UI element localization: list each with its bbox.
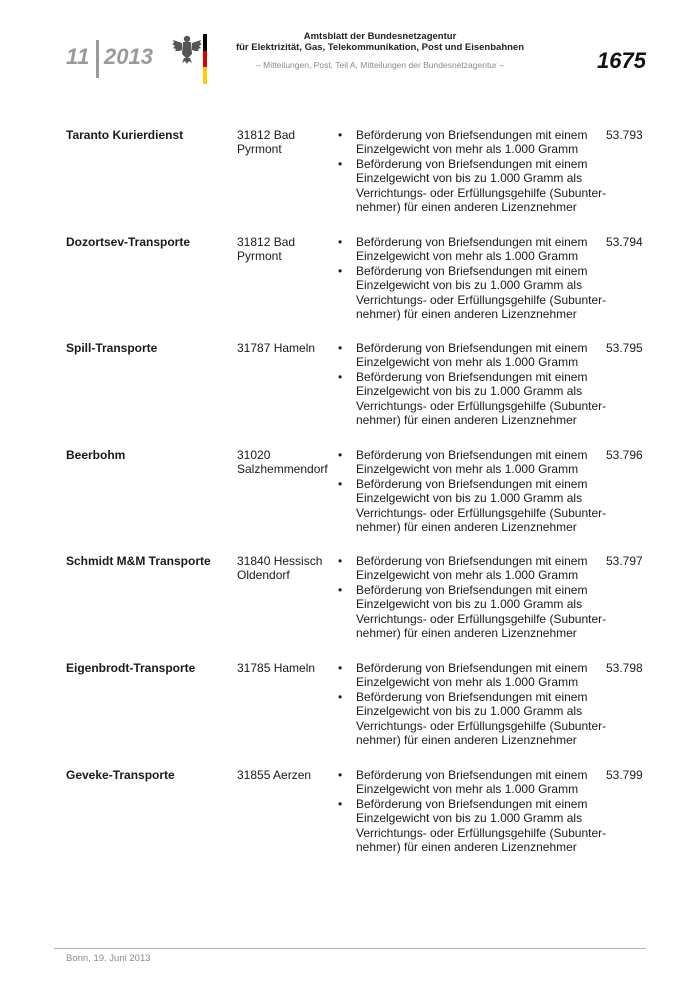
list-item [0, 235, 700, 335]
list-item [0, 554, 700, 654]
service-item: • Beförderung von Briefsendungen mit einem Einzelgewicht von bis zu 1.000 Gramm als Verrichtungs- oder Erfüllungsgehilfe (Subunter- nehmer) für einen anderen Lizenznehmer [338, 263, 607, 322]
journal-subtitle: – Mitteilungen, Post, Teil A, Mitteilungen der Bundesnetzagentur – [256, 60, 504, 70]
issue-number: 11 [66, 44, 90, 69]
bullet-icon: • [338, 689, 343, 704]
journal-title [230, 31, 530, 53]
company-location: 31855 Aerzen [237, 768, 312, 782]
service-item: • Beförderung von Briefsendungen mit einem Einzelgewicht von mehr als 1.000 Gramm [338, 554, 588, 583]
company-name: Eigenbrodt-Transporte [66, 661, 196, 675]
list-item [0, 661, 700, 761]
bullet-icon: • [338, 235, 343, 249]
license-number: 53.793 [606, 128, 643, 142]
bullet-icon: • [338, 476, 343, 491]
company-location: 31840 Hessisch Oldendorf [237, 554, 323, 583]
service-item: • Beförderung von Briefsendungen mit einem Einzelgewicht von mehr als 1.000 Gramm [338, 448, 588, 477]
license-number: 53.799 [606, 768, 643, 782]
bullet-icon: • [338, 369, 343, 384]
service-item: • Beförderung von Briefsendungen mit einem Einzelgewicht von mehr als 1.000 Gramm [338, 341, 588, 370]
list-item [0, 448, 700, 548]
journal-title-line2: für Elektrizität, Gas, Telekommunikation, Post und Eisenbahnen [235, 42, 525, 53]
service-item: • Beförderung von Briefsendungen mit einem Einzelgewicht von bis zu 1.000 Gramm als Verrichtungs- oder Erfüllungsgehilfe (Subunter- nehmer) für einen anderen Lizenznehmer [338, 476, 607, 535]
company-name: Dozortsev-Transporte [66, 235, 191, 249]
bullet-icon: • [338, 341, 343, 355]
license-number: 53.797 [606, 554, 643, 568]
service-item: • Beförderung von Briefsendungen mit einem Einzelgewicht von mehr als 1.000 Gramm [338, 235, 588, 264]
bullet-icon: • [338, 156, 343, 171]
list-item [0, 128, 700, 228]
service-list [336, 128, 608, 214]
bullet-icon: • [338, 448, 343, 462]
bullet-icon: • [338, 796, 343, 811]
company-location: 31812 Bad Pyrmont [237, 128, 296, 157]
page-number: 1675 [597, 48, 646, 73]
issue-year: 2013 [104, 44, 153, 69]
list-item [0, 341, 700, 441]
issue-divider [96, 40, 99, 78]
company-location: 31020 Salzhemmendorf [237, 448, 328, 477]
company-name: Geveke-Transporte [66, 768, 175, 782]
flag-stripe [203, 34, 207, 84]
service-item: • Beförderung von Briefsendungen mit einem Einzelgewicht von bis zu 1.000 Gramm als Verrichtungs- oder Erfüllungsgehilfe (Subunter- nehmer) für einen anderen Lizenznehmer [338, 582, 607, 641]
service-list [336, 341, 608, 427]
service-list [336, 661, 608, 747]
list-item [0, 768, 700, 868]
bullet-icon: • [338, 128, 343, 142]
service-list [336, 554, 608, 640]
company-name: Taranto Kurierdienst [66, 128, 184, 142]
company-name: Beerbohm [66, 448, 126, 462]
license-number: 53.795 [606, 341, 643, 355]
service-list [336, 235, 608, 321]
company-name: Spill-Transporte [66, 341, 158, 355]
service-item: • Beförderung von Briefsendungen mit einem Einzelgewicht von bis zu 1.000 Gramm als Verrichtungs- oder Erfüllungsgehilfe (Subunter- nehmer) für einen anderen Lizenznehmer [338, 689, 607, 748]
service-item: • Beförderung von Briefsendungen mit einem Einzelgewicht von mehr als 1.000 Gramm [338, 768, 588, 797]
footer-date: Bonn, 19. Juni 2013 [66, 953, 151, 964]
bullet-icon: • [338, 263, 343, 278]
federal-eagle-icon [170, 32, 204, 66]
service-list [336, 768, 608, 854]
service-item: • Beförderung von Briefsendungen mit einem Einzelgewicht von bis zu 1.000 Gramm als Verrichtungs- oder Erfüllungsgehilfe (Subunter- nehmer) für einen anderen Lizenznehmer [338, 796, 607, 855]
company-location: 31787 Hameln [237, 341, 316, 355]
service-item: • Beförderung von Briefsendungen mit einem Einzelgewicht von bis zu 1.000 Gramm als Verrichtungs- oder Erfüllungsgehilfe (Subunter- nehmer) für einen anderen Lizenznehmer [338, 369, 607, 428]
company-location: 31812 Bad Pyrmont [237, 235, 296, 264]
journal-title-line1: Amtsblatt der Bundesnetzagentur [303, 31, 457, 42]
license-number: 53.794 [606, 235, 643, 249]
service-item: • Beförderung von Briefsendungen mit einem Einzelgewicht von mehr als 1.000 Gramm [338, 128, 588, 157]
bullet-icon: • [338, 768, 343, 782]
service-list [336, 448, 608, 534]
license-number: 53.798 [606, 661, 643, 675]
bullet-icon: • [338, 554, 343, 568]
page-header [0, 0, 700, 100]
bullet-icon: • [338, 661, 343, 675]
license-number: 53.796 [606, 448, 643, 462]
service-item: • Beförderung von Briefsendungen mit einem Einzelgewicht von mehr als 1.000 Gramm [338, 661, 588, 690]
company-location: 31785 Hameln [237, 661, 316, 675]
footer-divider [54, 948, 646, 949]
bullet-icon: • [338, 582, 343, 597]
company-name: Schmidt M&M Transporte [66, 554, 211, 568]
service-item: • Beförderung von Briefsendungen mit einem Einzelgewicht von bis zu 1.000 Gramm als Verrichtungs- oder Erfüllungsgehilfe (Subunter- nehmer) für einen anderen Lizenznehmer [338, 156, 607, 215]
